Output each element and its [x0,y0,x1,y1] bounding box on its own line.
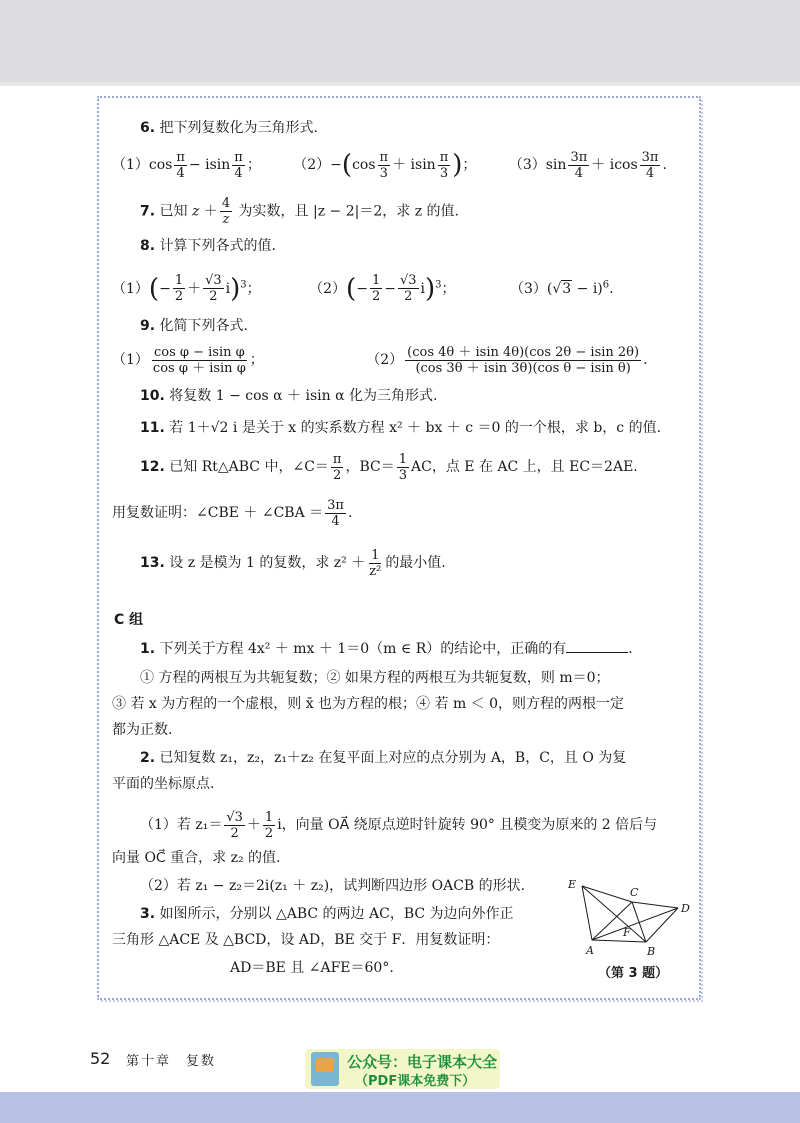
edge-BD [646,908,678,942]
problem-number: 7. [140,203,156,220]
problem-text-b: ，BC＝ [345,459,395,475]
label-F: F [623,926,631,939]
c2-line-5: （2）若 z₁ − z₂＝2i(z₁ ＋ z₂)，试判断四边形 OACB 的形状. [140,878,526,894]
problem-number: 12. [140,459,165,475]
item-2: （2） $\frac{(\cos 4\theta + isin 4\theta)(\cos 2\theta - isin 2\theta)}{\text{(cos 3θ ＋ isin 3θ)(cos θ − isin θ)}}$ . [366,344,648,376]
problem-text-b: 为实数，且 |z − 2|＝2，求 z 的值. [238,203,459,220]
figure-caption: （第 3 题） [598,966,669,981]
item-3: $(3)(√3 - i)^6$. [509,279,614,297]
watermark-badge [305,1049,500,1089]
edge-CD [632,902,678,908]
c-problem-1: 1. 下列关于方程 4x² ＋ mx ＋ 1＝0（m ∈ R）的结论中，正确的有 . [140,638,633,659]
item-1: （1）(− $\frac{1}{2}$ ＋ $\frac{√3}{2}$ i)$^3$； [112,273,261,305]
top-band [0,0,800,86]
problem-number: 8. [140,238,156,254]
problem-7: 7. 已知 z ＋ $\frac{4}{z}$ 为实数，且 |z − 2|＝2，求 z 的值. [140,196,459,227]
footer-band [0,1092,800,1123]
item-2: （2）−(cos $\frac{\pi}{3}$ ＋ isin $\frac{\pi}{3}$ )； [293,149,477,181]
problem-9-items [112,342,648,378]
problem-text-a: 已知 [159,203,188,220]
problem-8-items [112,266,614,304]
problem-6 [140,118,318,138]
c-problem-2 [140,748,626,768]
item-2: （2）(− $\frac{1}{2}$ − $\frac{√3}{2}$ i)$^3$； [309,273,456,305]
problem-12: 12. 已知 Rt△ABC 中，∠C＝ $\frac{\pi}{2}$ ，BC＝ $\frac{1}{3}$ AC，点 E 在 AC 上，且 EC＝2AE. [140,451,638,483]
problem-text: 已知复数 z₁，z₂，z₁＋z₂ 在复平面上对应的点分别为 A，B，C，且 O 为复 [159,750,627,766]
problem-text-d: 用复数证明：∠CBE ＋ ∠CBA ＝ [112,505,324,521]
item-3: （3）sin $\frac{3\pi}{4}$ ＋ icos $\frac{3\pi}{4}$ . [508,149,667,181]
c1-line-2: ① 方程的两根互为共轭复数；② 如果方程的两根互为共轭复数，则 m＝0； [140,670,610,686]
chapter-title: 第十章 复数 [126,1054,217,1069]
edge-AD [592,908,678,940]
group-c-title: C 组 [114,612,144,628]
problem-text-a: 已知 Rt△ABC 中，∠C＝ [169,459,329,475]
problem-text: 化简下列各式. [159,318,248,334]
problem-6-items [112,148,667,182]
problem-text-b: 的最小值. [385,555,446,571]
label-C: C [630,886,639,899]
c1-line-3: ③ 若 x 为方程的一个虚根，则 x̄ 也为方程的根；④ 若 m ＜ 0，则方程的两根一定 [112,696,625,712]
c2-line-4: 向量 OC⃗ 重合，求 z₂ 的值. [112,850,281,866]
problem-12-proof: 用复数证明：∠CBE ＋ ∠CBA ＝ $\frac{3\pi}{4}$ . [112,497,353,529]
page-number: 52 [90,1049,111,1068]
c2-line-3: （1）若 z₁＝ $\frac{√3}{2}$ ＋ $\frac{1}{2}$ i，向量 OA⃗ 绕原点逆时针旋转 90° 且模变为原来的 2 倍后与 [140,809,658,841]
problem-number: 9. [140,318,156,334]
badge-line-2: （PDF课本免费下） [355,1074,476,1089]
c3-line-2: 三角形 △ACE 及 △BCD，设 AD，BE 交于 F．用复数证明： [112,932,500,948]
problem-number: 11. [140,420,165,436]
problem-10 [140,386,437,406]
problem-number: 3. [140,906,156,922]
problem-number: 2. [140,750,156,766]
problem-9 [140,316,248,336]
label-A: A [586,944,594,957]
problem-text-c: AC，点 E 在 AC 上，且 EC＝2AE. [411,459,638,475]
problem-number: 6. [140,120,156,136]
problem-text: 下列关于方程 4x² ＋ mx ＋ 1＝0（m ∈ R）的结论中，正确的有 [159,641,567,657]
c1-line-4: 都为正数. [112,722,173,738]
book-icon [311,1052,339,1086]
problem-13: 13. 设 z 是模为 1 的复数，求 z² ＋ $\frac{1}{\text{z²}}$ 的最小值. [140,547,446,579]
item-1: （1） $\frac{\text{cos φ − isin φ}}{\text{cos φ ＋ isin φ}}$ ； [112,344,264,376]
item-1: （1）cos $\frac{\pi}{4}$ − isin $\frac{\pi}{4}$ ； [112,149,261,181]
edge-AB [592,940,646,942]
problem-8 [140,236,276,256]
problem-text: 将复数 1 − cos α ＋ isin α 化为三角形式. [169,388,438,404]
problem-text: 把下列复数化为三角形式. [159,120,318,136]
problem-number: 10. [140,388,165,404]
problem-11 [140,418,661,438]
problem-number: 1. [140,641,156,657]
label-E: E [568,878,577,891]
c-problem-3 [140,904,514,924]
problem-text: 如图所示，分别以 △ABC 的两边 AC，BC 为边向外作正 [159,906,514,922]
problem-text: 若 1＋√2 i 是关于 x 的实系数方程 x² ＋ bx ＋ c ＝0 的一个根，求 b，c 的值. [169,420,662,436]
badge-line-1: 公众号：电子课本大全 [347,1053,498,1071]
c2-line-3b: ，向量 OA⃗ 绕原点逆时针旋转 90° 且模变为原来的 2 倍后与 [281,817,658,833]
problem-text-a: 设 z 是模为 1 的复数，求 z² ＋ [169,555,366,571]
problem-number: 13. [140,555,165,571]
c2-line-2: 平面的坐标原点. [112,776,215,792]
top-band-edge [0,82,800,86]
c3-line-3: AD＝BE 且 ∠AFE＝60°. [230,960,394,976]
problem-text: 计算下列各式的值. [159,238,276,254]
label-D: D [681,902,690,915]
edge-EC [582,886,632,902]
label-B: B [647,945,656,958]
c2-line-3a: （1）若 z₁＝ [140,817,223,833]
answer-blank[interactable] [566,638,628,653]
